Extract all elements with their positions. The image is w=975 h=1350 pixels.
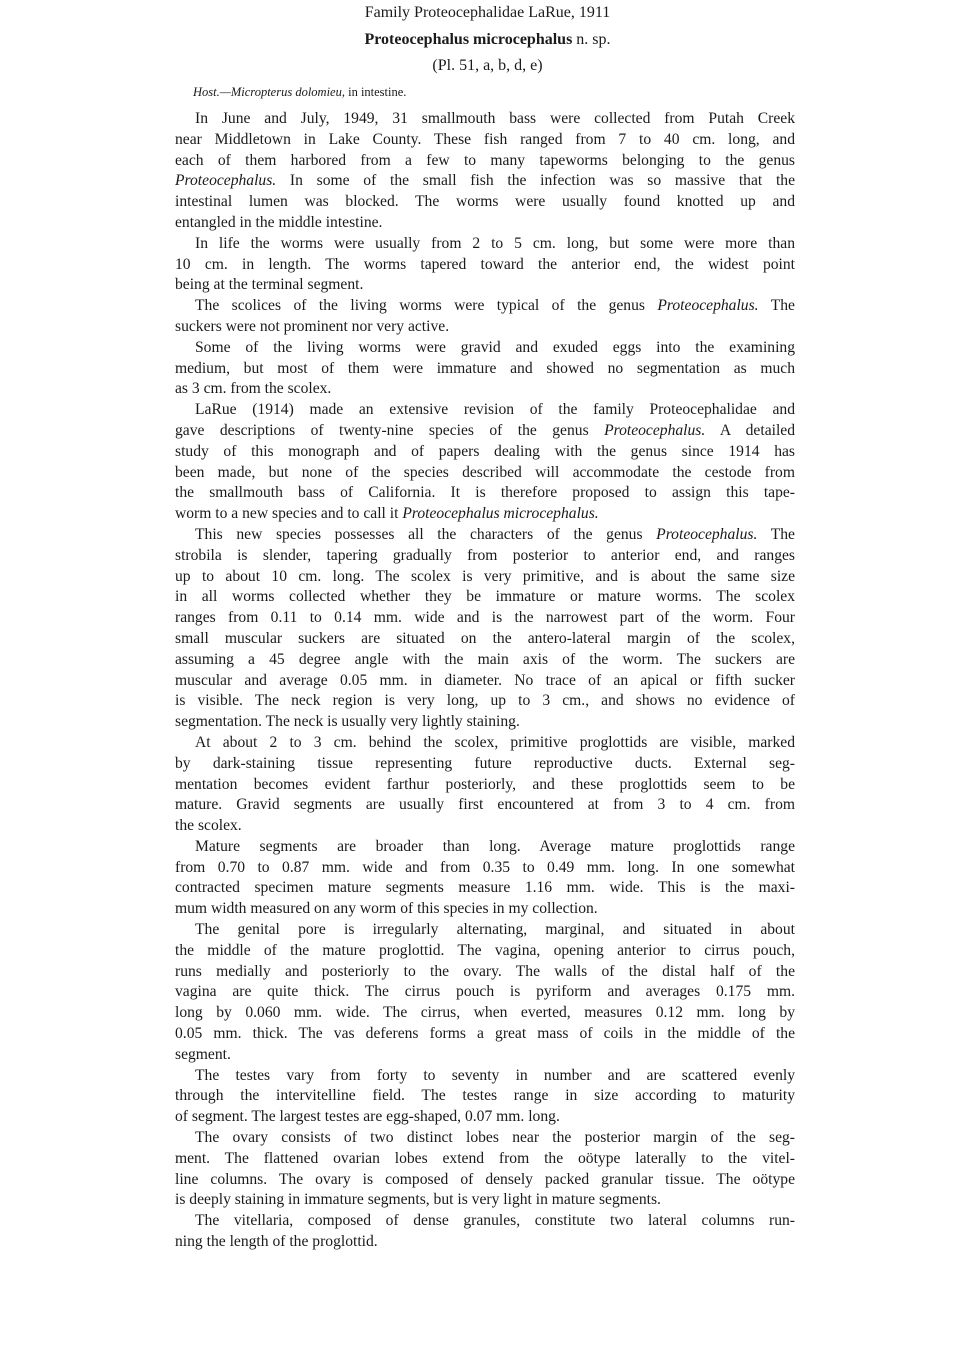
text-line: entangled in the middle intestine. — [175, 213, 383, 231]
text-line: mentation becomes evident farthur posteriorly, and these proglottids seem to be — [175, 775, 795, 793]
text-line: The ovary consists of two distinct lobes near the posterior margin of the seg- — [195, 1129, 795, 1147]
paragraph — [175, 234, 795, 296]
text-line: suckers were not prominent nor very active. — [175, 317, 450, 335]
text-line — [175, 504, 795, 525]
text-line: up to about 10 cm. long. The scolex is very primitive, and is about the same size — [175, 567, 795, 585]
paragraph — [175, 920, 795, 1066]
text-segment: This new species possesses all the characters of the genus — [195, 525, 657, 543]
italic-term: Proteocephalus. — [175, 172, 277, 190]
text-line: is visible. The neck region is very long, up to 3 cm., and shows no evidence of — [175, 692, 795, 710]
text-line: is deeply staining in immature segments, but is very light in mature segments. — [175, 1191, 661, 1209]
text-segment: In some of the small fish the infection was so massive that the — [276, 172, 795, 190]
species-name: Proteocephalus microcephalus — [364, 31, 573, 48]
text-line: intestinal lumen was blocked. The worms were usually found knotted up and — [175, 193, 795, 211]
text-line: ment. The flattened ovarian lobes extend from the oötype laterally to the vitel- — [175, 1149, 795, 1167]
text-line: ranges from 0.11 to 0.14 mm. wide and is the narrowest part of the worm. Four — [175, 609, 795, 627]
plate-reference: (Pl. 51, a, b, d, e) — [432, 57, 543, 74]
text-line: strobila is slender, tapering gradually from posterior to anterior end, and ranges — [175, 546, 795, 564]
text-line: In June and July, 1949, 31 smallmouth bass were collected from Putah Creek — [195, 110, 795, 127]
text-line: long by 0.060 mm. wide. The cirrus, when everted, measures 0.12 mm. long by — [175, 1004, 795, 1022]
host-site: in intestine. — [348, 85, 407, 99]
species-suffix: n. sp. — [576, 31, 611, 48]
text-line: from 0.70 to 0.87 mm. wide and from 0.35 to 0.49 mm. long. In one somewhat — [175, 858, 795, 876]
text-line: each of them harbored from a few to many tapeworms belonging to the genus — [175, 151, 795, 169]
text-line: the smallmouth bass of California. It is therefore proposed to assign this tape- — [175, 484, 795, 502]
text-line: The vitellaria, composed of dense granules, constitute two lateral columns run- — [195, 1212, 795, 1230]
text-line: study of this monograph and of papers dealing with the genus since 1914 has — [175, 442, 795, 460]
host-name: Micropterus dolomieu, — [230, 85, 345, 99]
body-text — [175, 109, 795, 1253]
paragraph — [175, 1066, 795, 1128]
text-line: LaRue (1914) made an extensive revision of the family Proteocephalidae and — [195, 401, 795, 419]
paragraph — [175, 338, 795, 400]
text-line: near Middletown in Lake County. These fish ranged from 7 to 40 cm. long, and — [175, 130, 795, 148]
italic-term: Proteocephalus. — [657, 297, 759, 315]
text-segment: The — [757, 525, 795, 543]
text-line: the middle of the mature proglottid. The vagina, opening anterior to cirrus pouch, — [175, 941, 795, 959]
text-segment: The scolices of the living worms were typical of the genus — [195, 297, 658, 315]
text-line — [175, 525, 795, 546]
paragraph — [175, 296, 795, 338]
text-line: At about 2 to 3 cm. behind the scolex, primitive proglottids are visible, marked — [195, 733, 795, 751]
text-line: assuming a 45 degree angle with the main axis of the worm. The suckers are — [175, 650, 795, 668]
text-segment: gave descriptions of twenty-nine species of the genus — [175, 421, 605, 439]
italic-term: Proteocephalus. — [656, 525, 758, 543]
paragraph — [175, 109, 795, 234]
text-line: line columns. The ovary is composed of densely packed granular tissue. The oötype — [175, 1170, 795, 1188]
text-line — [175, 421, 795, 442]
host-label: Host.— — [193, 85, 231, 99]
text-segment: worm to a new species and to call it — [175, 505, 403, 523]
text-line: of segment. The largest testes are egg-shaped, 0.07 mm. long. — [175, 1108, 560, 1126]
text-segment: The — [758, 297, 795, 315]
text-line: through the intervitelline field. The testes range in size according to maturity — [175, 1087, 795, 1105]
text-line: 0.05 mm. thick. The vas deferens forms a great mass of coils in the middle of the — [175, 1025, 795, 1043]
text-line: muscular and average 0.05 mm. in diameter. No trace of an apical or fifth sucker — [175, 671, 795, 689]
text-line: medium, but most of them were immature and showed no segmentation as much — [175, 359, 795, 377]
text-line: as 3 cm. from the scolex. — [175, 380, 332, 398]
text-line: The testes vary from forty to seventy in number and are scattered evenly — [195, 1066, 795, 1084]
text-line: small muscular suckers are situated on the antero-lateral margin of the scolex, — [175, 629, 795, 647]
paragraph — [175, 1211, 795, 1253]
text-line: Some of the living worms were gravid and exuded eggs into the examining — [195, 338, 795, 356]
text-line — [175, 296, 795, 317]
text-line — [175, 171, 795, 192]
paragraph — [175, 1128, 795, 1211]
text-line: segment. — [175, 1045, 231, 1063]
species-heading — [0, 31, 975, 49]
italic-term: Proteocephalus microcephalus. — [402, 505, 599, 523]
text-line: mature. Gravid segments are usually first encountered at from 3 to 4 cm. from — [175, 796, 795, 814]
text-line: by dark-staining tissue representing future reproductive ducts. External seg- — [175, 754, 795, 772]
text-line: Mature segments are broader than long. Average mature proglottids range — [195, 837, 795, 855]
italic-term: Proteocephalus. — [604, 421, 706, 439]
text-line: vagina are quite thick. The cirrus pouch is pyriform and averages 0.175 mm. — [175, 983, 795, 1001]
paragraph — [175, 733, 795, 837]
text-line: the scolex. — [175, 817, 242, 835]
text-line: being at the terminal segment. — [175, 276, 364, 294]
text-line: runs medially and posteriorly to the ovary. The walls of the distal half of the — [175, 962, 795, 980]
paragraph — [175, 400, 795, 525]
text-line: ning the length of the proglottid. — [175, 1233, 378, 1251]
paragraph — [175, 837, 795, 920]
text-segment: A detailed — [705, 421, 795, 439]
text-line: mum width measured on any worm of this species in my collection. — [175, 900, 598, 918]
host-line — [193, 85, 406, 100]
family-heading: Family Proteocephalidae LaRue, 1911 — [364, 4, 611, 21]
text-line: contracted specimen mature segments measure 1.16 mm. wide. This is the maxi- — [175, 879, 795, 897]
text-line: been made, but none of the species described will accommodate the cestode from — [175, 463, 795, 481]
text-line: In life the worms were usually from 2 to 5 cm. long, but some were more than — [195, 234, 795, 252]
text-line: segmentation. The neck is usually very lightly staining. — [175, 713, 520, 731]
paragraph — [175, 525, 795, 733]
text-line: 10 cm. in length. The worms tapered toward the anterior end, the widest point — [175, 255, 795, 273]
text-line: The genital pore is irregularly alternating, marginal, and situated in about — [195, 921, 795, 939]
text-line: in all worms collected whether they be immature or mature worms. The scolex — [175, 588, 795, 606]
